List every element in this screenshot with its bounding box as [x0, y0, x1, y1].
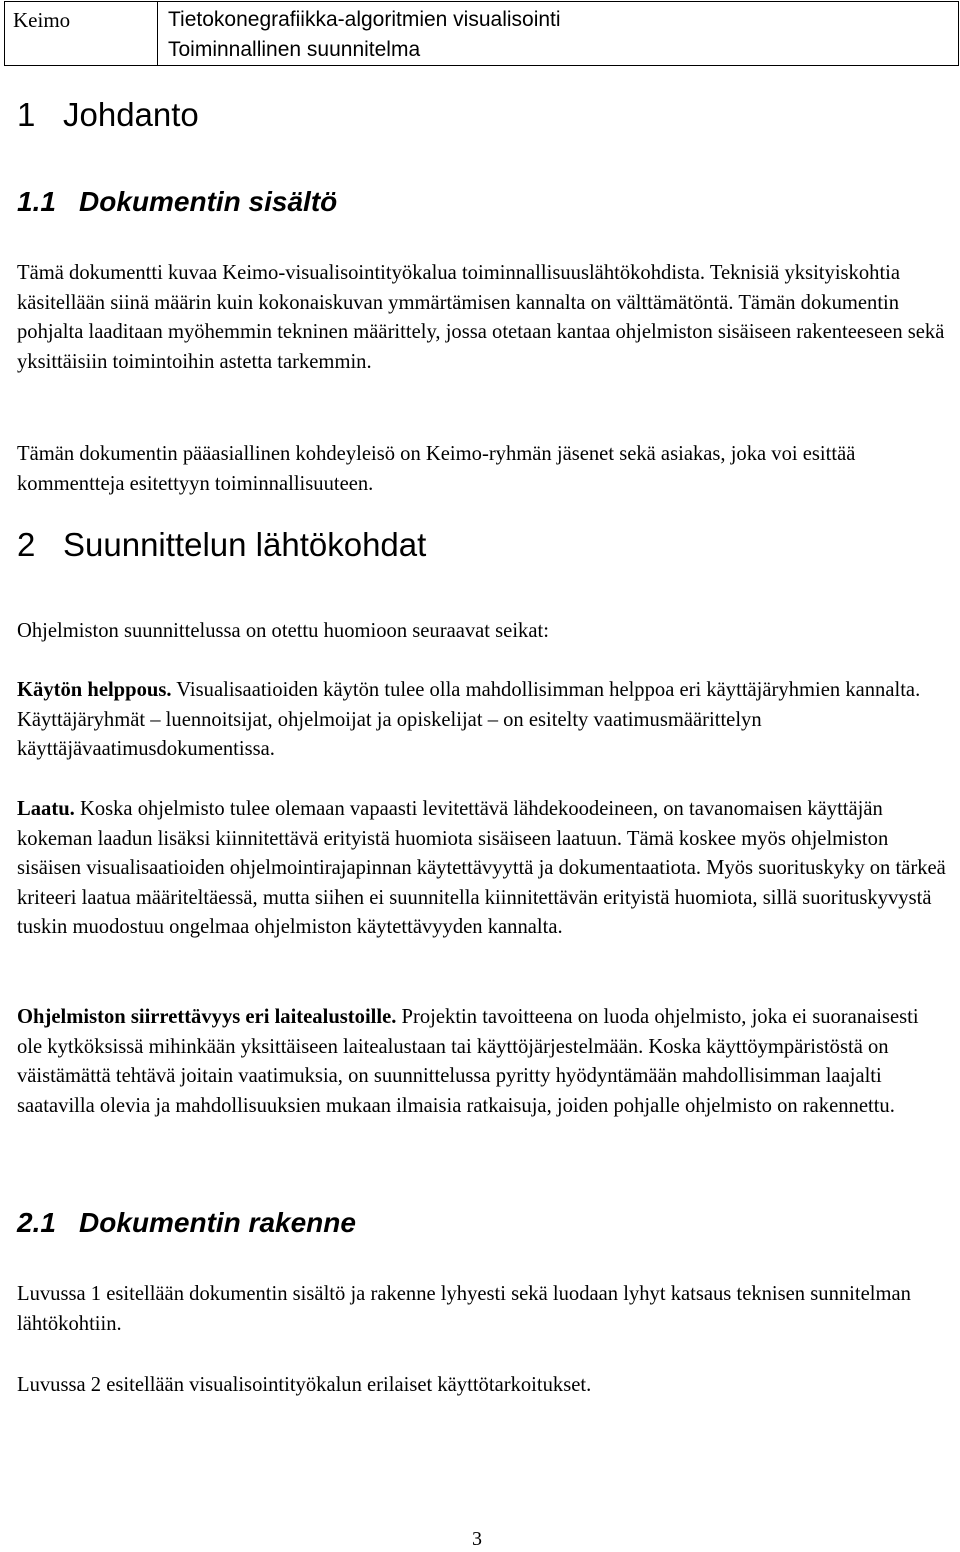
heading-section-2-1	[17, 1206, 356, 1240]
paragraph-audience: Tämän dokumentin pääasiallinen kohdeyleisö on Keimo-ryhmän jäsenet sekä asiakas, joka voi esittää kommentteja esitettyyn toiminnallisuuteen.	[17, 443, 856, 495]
paragraph-structure-chapter-1: Luvussa 1 esitellään dokumentin sisältö ja rakenne lyhyesti sekä luodaan lyhyt katsaus teknisen sunnitelman lähtökohtiin.	[17, 1283, 911, 1335]
paragraph-document-content: Tämä dokumentti kuvaa Keimo-visualisointityökalua toiminnallisuuslähtökohdista. Teknisiä yksityiskohtia käsitellään siinä määrin kuin kokonaiskuvan ymmärtämisen kannalta on välttämätöntä. Tämän dokumentin pohjalta laaditaan myöhemmin tekninen määrittely, jossa otetaan kantaa ohjelmiston sisäiseen rakenteeseen sekä yksittäisiin toimintoihin astetta tarkemmin.	[17, 262, 945, 373]
section-title: Dokumentin rakenne	[79, 1207, 356, 1238]
header-subtitle: Toiminnallinen suunnitelma	[168, 38, 421, 61]
paragraph-design-intro: Ohjelmiston suunnittelussa on otettu huomioon seuraavat seikat:	[17, 620, 549, 642]
paragraph-text: Koska ohjelmisto tulee olemaan vapaasti levitettävä lähdekoodeineen, on tavanomaisen käyttäjän kokeman laadun lisäksi kiinnitettävä erityistä huomiota sisäiseen laatuun. Tämä koskee myös ohjelmiston sisäisen visualisaatioiden ohjelmointirajapinnan käytettävyyttä ja dokumentaatiota. Myös suorituskyky on tärkeä kriteeri laatua määriteltäessä, mutta siihen ei suunnitella kiinnitettävän erityistä huomiota, sillä suorituskyvystä tuskin muodostuu ongelmaa ohjelmiston käytettävyyden kannalta.	[17, 798, 946, 938]
paragraph-portability	[17, 1003, 947, 1121]
section-number: 1.1	[17, 186, 56, 217]
section-number: 2.1	[17, 1207, 56, 1238]
heading-section-1	[17, 95, 199, 135]
header-title: Tietokonegrafiikka-algoritmien visualisointi	[168, 8, 561, 31]
section-title: Suunnittelun lähtökohdat	[63, 526, 427, 563]
paragraph-structure-chapter-2: Luvussa 2 esitellään visualisointityökalun erilaiset käyttötarkoitukset.	[17, 1374, 592, 1396]
header-project-name: Keimo	[5, 2, 158, 66]
section-title: Johdanto	[63, 96, 199, 133]
paragraph-text: Visualisaatioiden käytön tulee olla mahdollisimman helppoa eri käyttäjäryhmien kannalta. Käyttäjäryhmät – luennoitsijat, ohjelmoijat ja opiskelijat – on esitelty vaatimusmäärittelyn käyttäjävaatimusdokumentissa.	[17, 679, 921, 760]
heading-section-2	[17, 525, 426, 565]
heading-section-1-1	[17, 185, 337, 219]
section-title: Dokumentin sisältö	[79, 186, 338, 217]
paragraph-text: Projektin tavoitteena on luoda ohjelmisto, joka ei suoranaisesti ole kytköksissä mihinkään yksittäiseen laitealustaan tai käyttöjärjestelmään. Koska käyttöympäristöstä on väistämättä tehtävä joitain vaatimuksia, on suunnittelussa pyritty hyödyntämään mahdollisimman laajalti saatavilla olevia ja mahdollisuuksien mukaan ilmaisia ratkaisuja, joiden pohjalle ohjelmisto on rakennettu.	[17, 1006, 919, 1117]
lead-term: Laatu.	[17, 798, 75, 820]
section-number: 1	[17, 96, 36, 133]
paragraph-quality	[17, 795, 947, 943]
lead-term: Käytön helppous.	[17, 679, 172, 701]
lead-term: Ohjelmiston siirrettävyys eri laitealustoille.	[17, 1006, 397, 1028]
section-number: 2	[17, 526, 36, 563]
document-header	[4, 1, 959, 66]
paragraph-ease-of-use	[17, 676, 947, 765]
header-title-cell	[158, 2, 959, 66]
page-number: 3	[472, 1528, 482, 1550]
